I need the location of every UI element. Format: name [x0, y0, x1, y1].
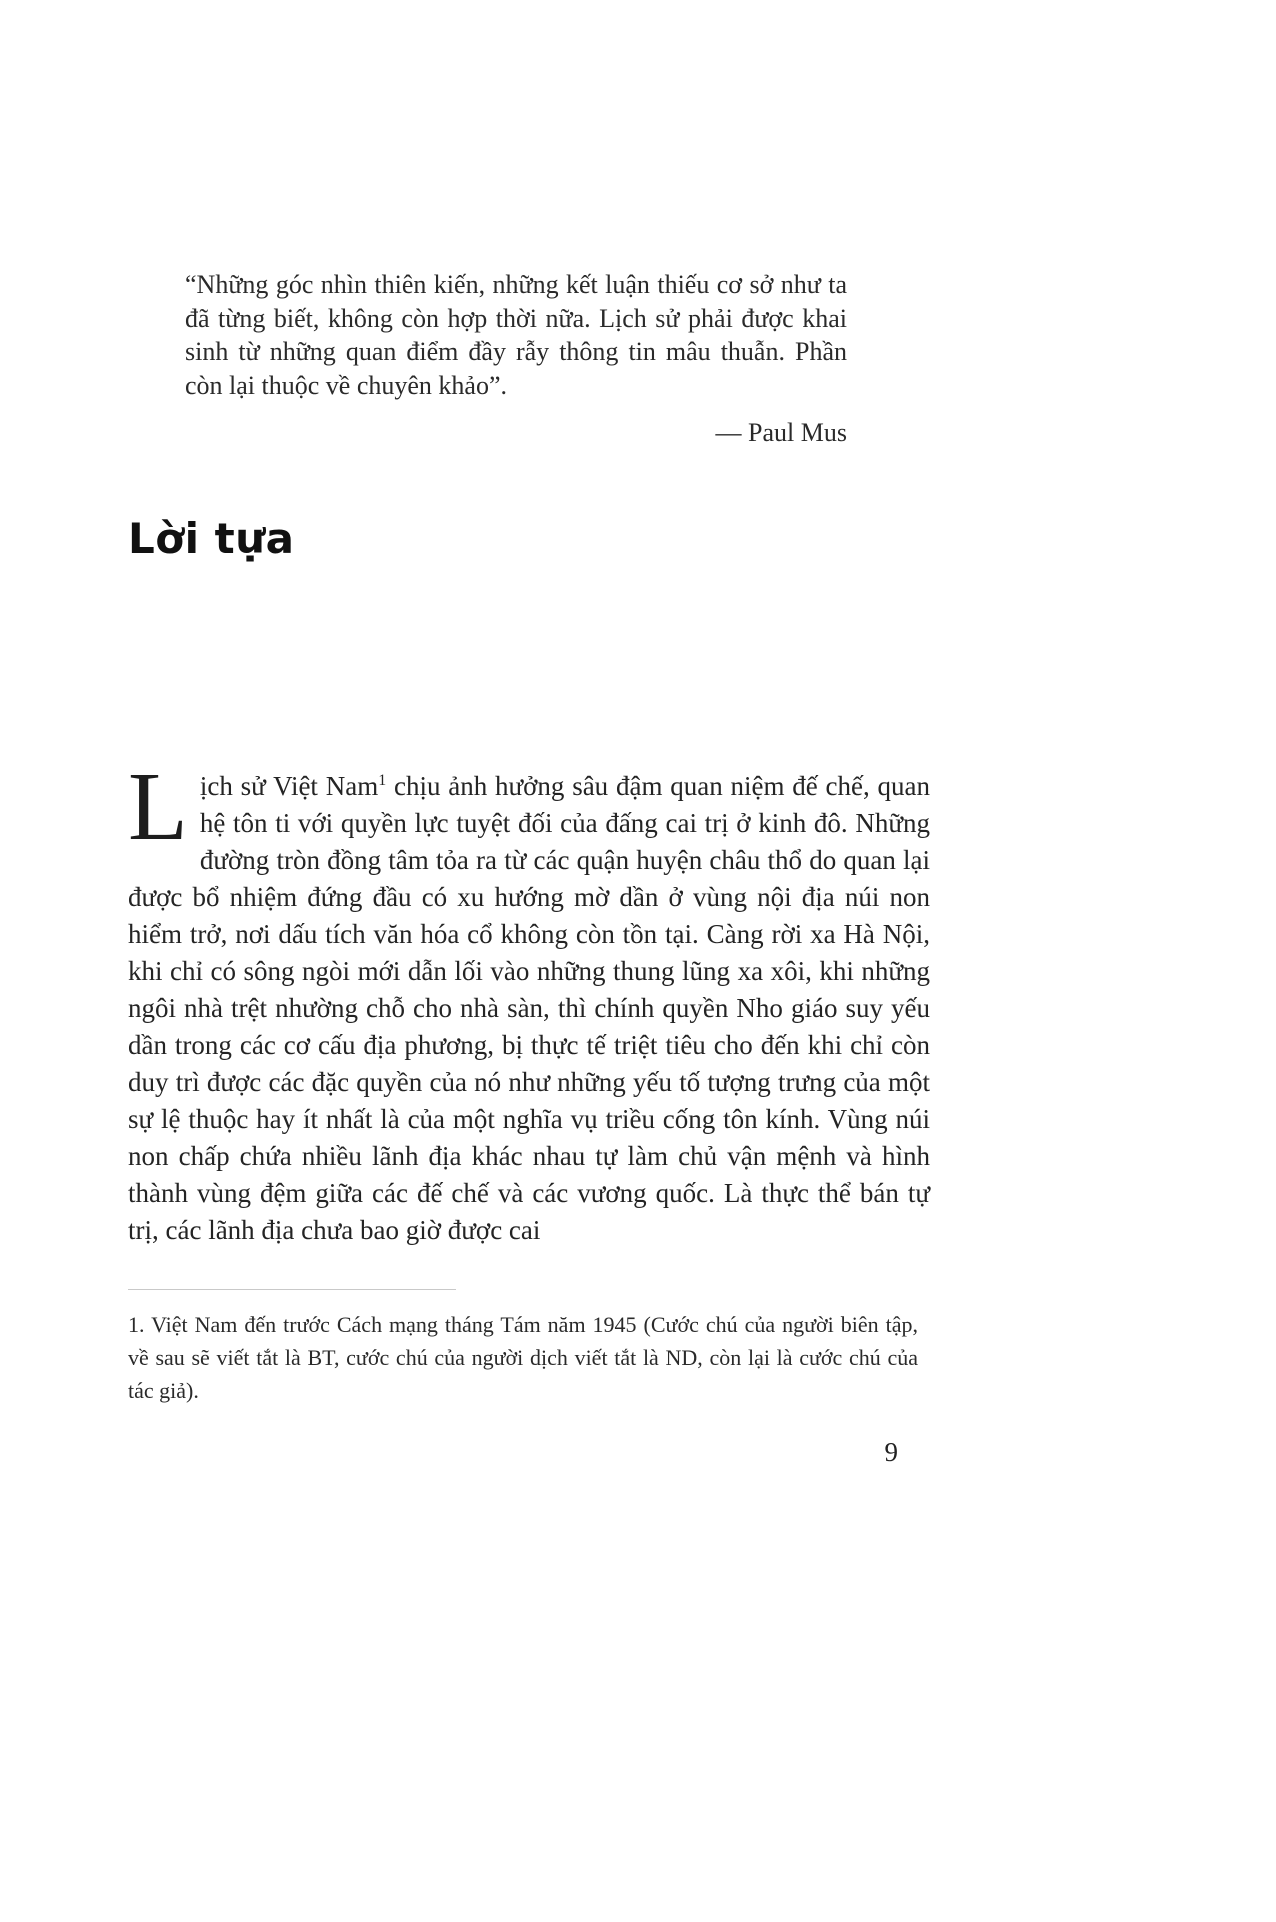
section-heading: Lời tựa	[128, 514, 295, 563]
body-lead-text: ịch sử Việt Nam	[199, 771, 379, 801]
epigraph-attribution: — Paul Mus	[715, 418, 847, 447]
footnote-text: 1. Việt Nam đến trước Cách mạng tháng Tám năm 1945 (Cước chú của người biên tập, về sau sẽ viết tắt là BT, cước chú của người dịch viết tắt là ND, còn lại là cước chú của tác giả).	[128, 1312, 918, 1403]
dropcap-letter: L	[128, 753, 188, 861]
page-number: 9	[884, 1437, 898, 1467]
body-paragraph	[128, 753, 930, 1249]
footnote-reference-mark: 1	[378, 772, 387, 789]
footnote-divider	[128, 1289, 456, 1290]
epigraph-quote: “Những góc nhìn thiên kiến, những kết luận thiếu cơ sở như ta đã từng biết, không còn hợp thời nữa. Lịch sử phải được khai sinh từ những quan điểm đầy rẫy thông tin mâu thuẫn. Phần còn lại thuộc về chuyên khảo”.	[185, 270, 847, 400]
page-content	[128, 0, 930, 1468]
body-main-text: chịu ảnh hưởng sâu đậm quan niệm đế chế, quan hệ tôn ti với quyền lực tuyệt đối của đấng cai trị ở kinh đô. Những đường tròn đồng tâm tỏa ra từ các quận huyện châu thổ do quan lại được bổ nhiệm đứng đầu có xu hướng mờ dần ở vùng nội địa núi non hiểm trở, nơi dấu tích văn hóa cổ không còn tồn tại. Càng rời xa Hà Nội, khi chỉ có sông ngòi mới dẫn lối vào những thung lũng xa xôi, khi những ngôi nhà trệt nhường chỗ cho nhà sàn, thì chính quyền Nho giáo suy yếu dần trong các cơ cấu địa phương, bị thực tế triệt tiêu cho đến khi chỉ còn duy trì được các đặc quyền của nó như những yếu tố tượng trưng của một sự lệ thuộc hay ít nhất là của một nghĩa vụ triều cống tôn kính. Vùng núi non chấp chứa nhiều lãnh địa khác nhau tự làm chủ vận mệnh và hình thành vùng đệm giữa các đế chế và các vương quốc. Là thực thể bán tự trị, các lãnh địa chưa bao giờ được cai	[128, 771, 930, 1245]
